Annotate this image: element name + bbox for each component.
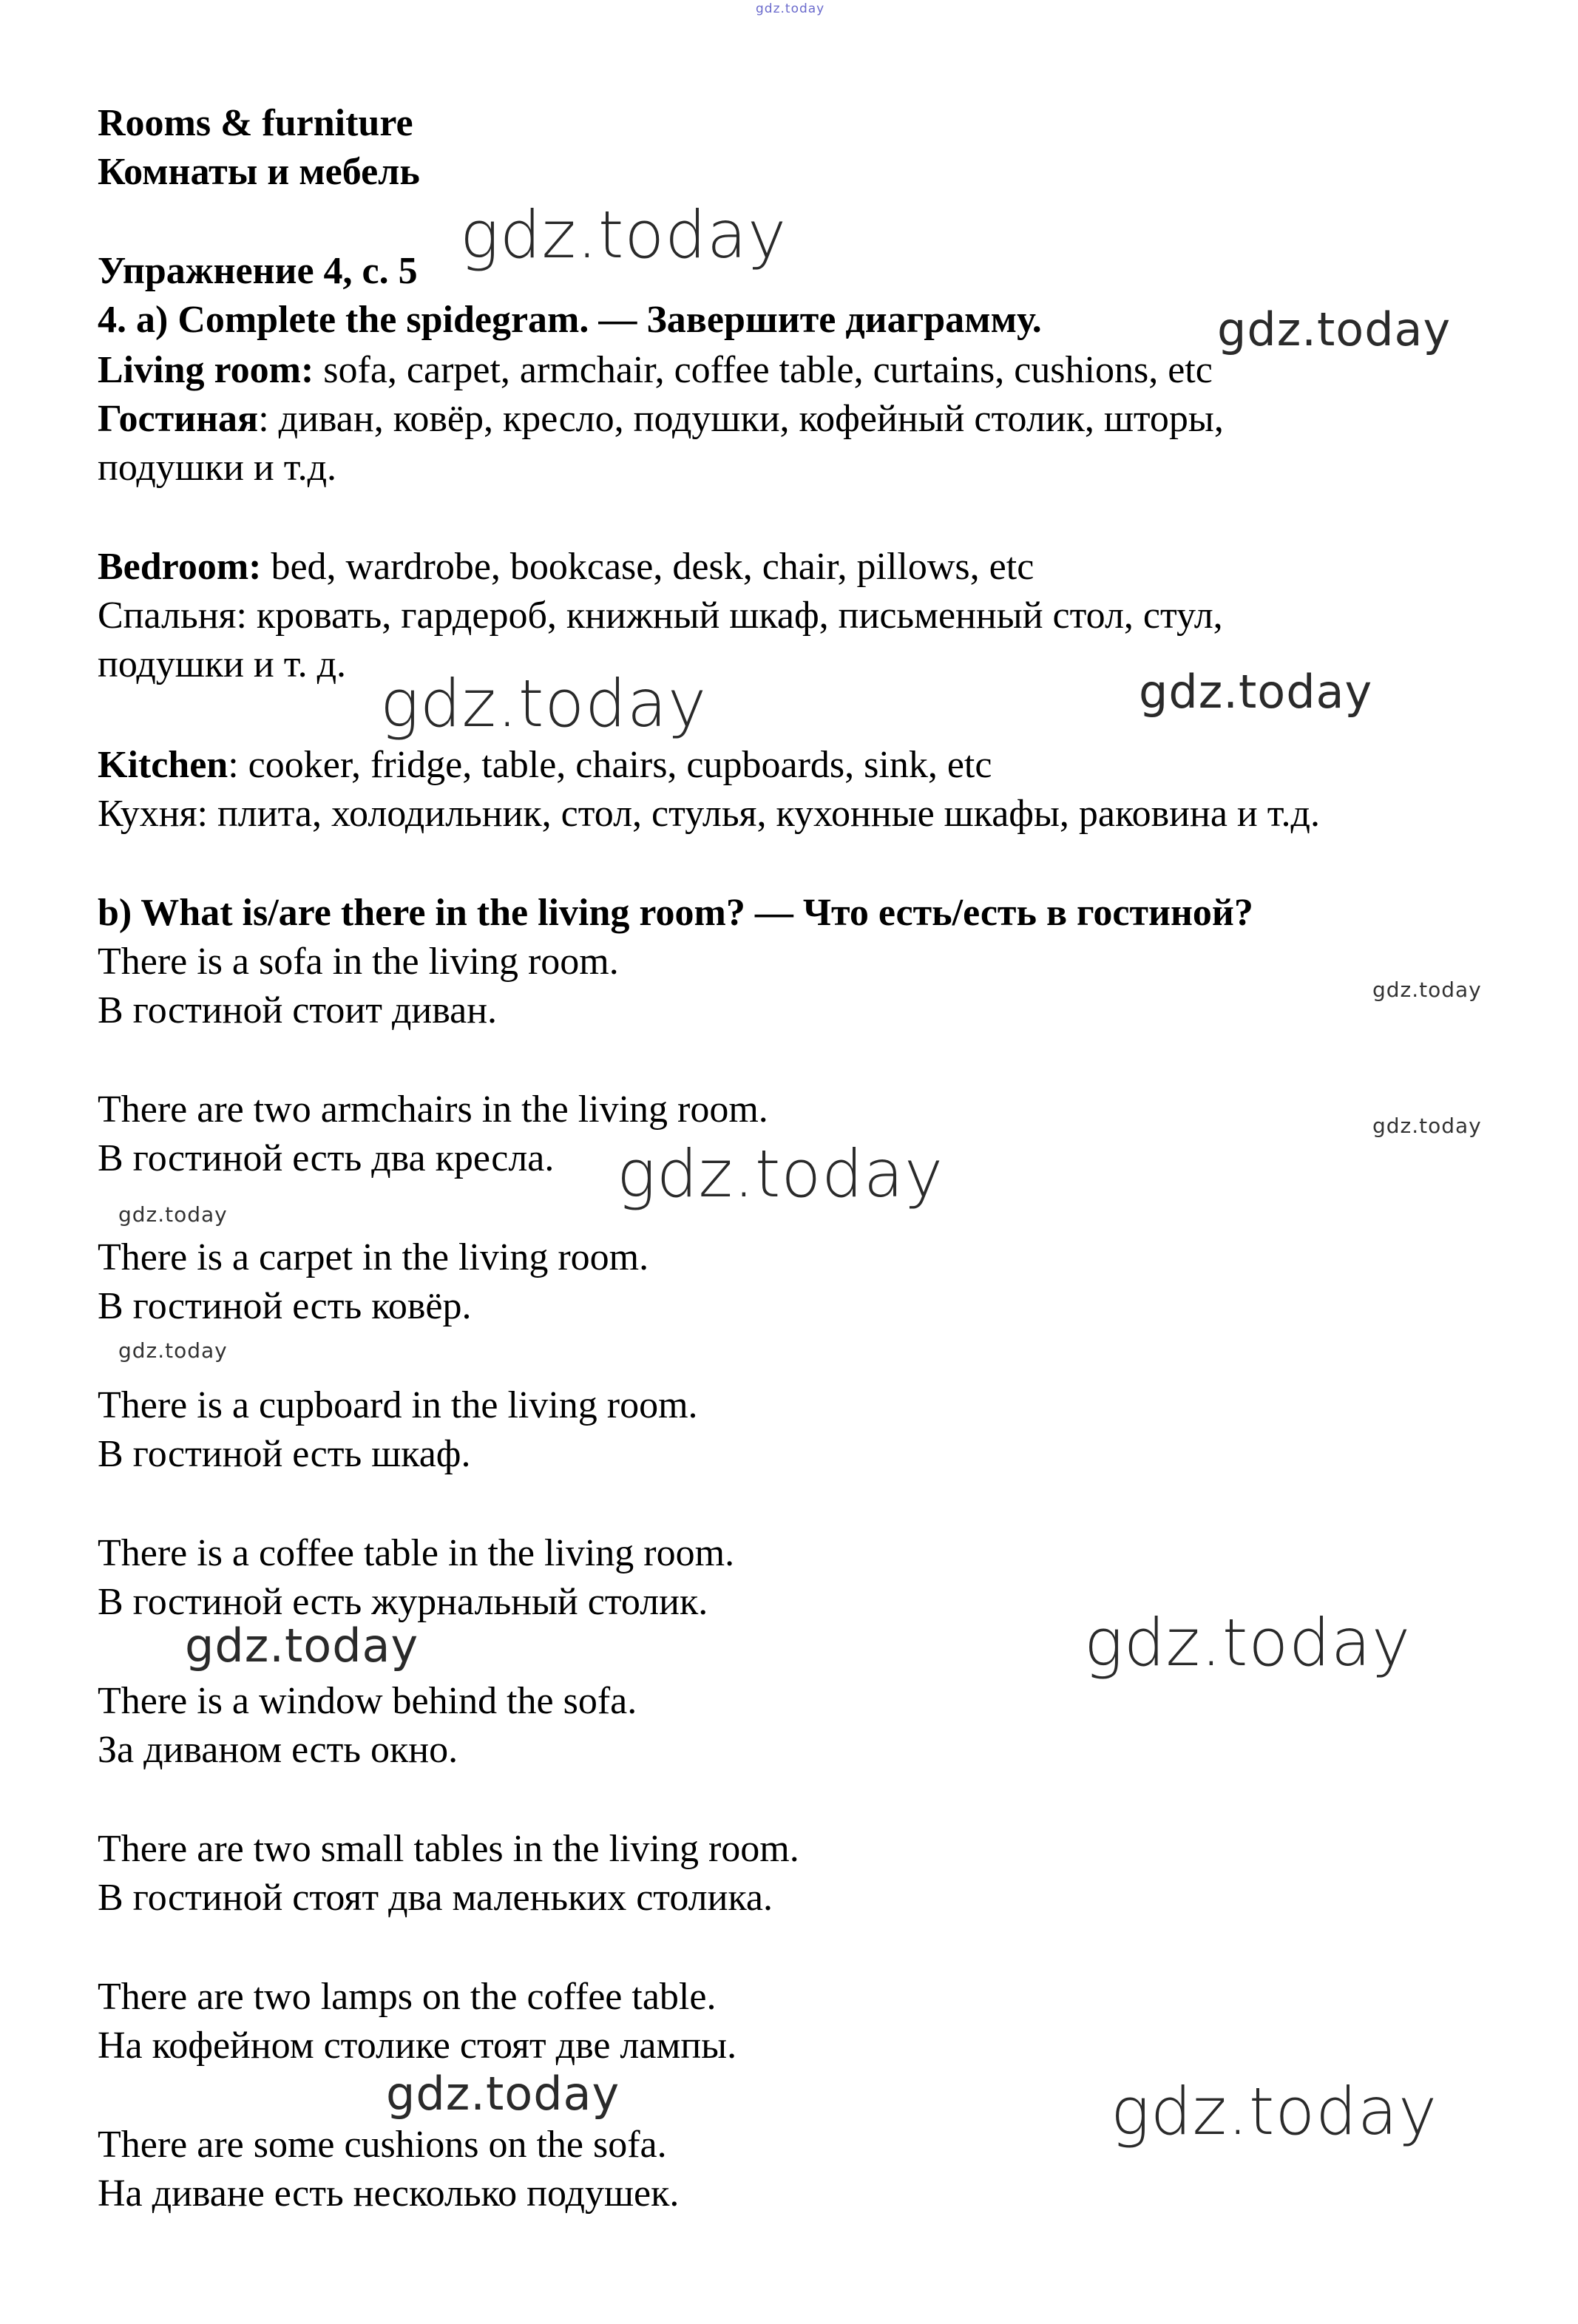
bedroom-en	[98, 543, 1034, 592]
sentence-en: There is a sofa in the living room.	[98, 941, 619, 983]
part-b-instruction: b) What is/are there in the living room? — Что есть/есть в гостиной?	[98, 892, 1253, 934]
kitchen-en	[98, 741, 992, 790]
watermark: gdz.today	[617, 1136, 944, 1212]
title-russian: Комнаты и мебель	[98, 151, 420, 193]
watermark: gdz.today	[185, 1619, 419, 1673]
watermark: gdz.today	[1372, 978, 1482, 1002]
watermark: gdz.today	[1217, 302, 1452, 356]
part-a-instruction: 4. a) Complete the spidegram. — Завершите диаграмму.	[98, 299, 1042, 341]
sentence-ru: В гостиной есть журнальный столик.	[98, 1581, 708, 1623]
living-room-ru-cont: подушки и т.д.	[98, 447, 337, 489]
kitchen-items: : cooker, fridge, table, chairs, cupboards, sink, etc	[228, 744, 992, 786]
sentence-en: There is a coffee table in the living room.	[98, 1532, 735, 1574]
sentence-en: There are two lamps on the coffee table.	[98, 1976, 717, 2018]
sentence-ru: За диваном есть окно.	[98, 1729, 458, 1771]
sentence-ru: В гостиной стоит диван.	[98, 989, 498, 1031]
exercise-reference: Упражнение 4, с. 5	[98, 250, 418, 292]
watermark: gdz.today	[386, 2067, 620, 2121]
sentence-en: There are two armchairs in the living room.	[98, 1088, 768, 1131]
living-room-label-ru: Гостиная	[98, 398, 259, 440]
sentence-en: There are some cushions on the sofa.	[98, 2124, 667, 2166]
sentence-ru: В гостиной есть ковёр.	[98, 1285, 472, 1327]
sentence-ru: В гостиной есть два кресла.	[98, 1137, 555, 1179]
living-room-label: Living room:	[98, 349, 314, 391]
watermark: gdz.today	[1111, 2073, 1438, 2149]
bedroom-ru: Спальня: кровать, гардероб, книжный шкаф, письменный стол, стул,	[98, 594, 1223, 637]
bedroom-items: bed, wardrobe, bookcase, desk, chair, pillows, etc	[261, 546, 1034, 588]
sentence-en: There is a window behind the sofa.	[98, 1680, 637, 1722]
watermark: gdz.today	[118, 1338, 228, 1363]
kitchen-label: Kitchen	[98, 744, 228, 786]
sentence-ru: На кофейном столике стоят две лампы.	[98, 2025, 737, 2067]
watermark: gdz.today	[460, 197, 788, 273]
sentence-ru: В гостиной есть шкаф.	[98, 1433, 471, 1475]
watermark: gdz.today	[380, 665, 708, 742]
bedroom-label: Bedroom:	[98, 546, 262, 588]
sentence-ru: На диване есть несколько подушек.	[98, 2172, 680, 2215]
living-room-items: sofa, carpet, armchair, coffee table, curtains, cushions, etc	[314, 349, 1213, 391]
watermark: gdz.today	[756, 1, 825, 16]
living-room-en	[98, 346, 1213, 395]
sentence-ru: В гостиной стоят два маленьких столика.	[98, 1877, 773, 1919]
title-english: Rooms & furniture	[98, 102, 413, 144]
watermark: gdz.today	[1372, 1114, 1482, 1138]
watermark: gdz.today	[1139, 665, 1373, 719]
bedroom-ru-cont: подушки и т. д.	[98, 643, 347, 685]
watermark: gdz.today	[1084, 1605, 1412, 1681]
sentence-en: There is a cupboard in the living room.	[98, 1384, 698, 1426]
living-room-ru	[98, 395, 1224, 444]
sentence-en: There is a carpet in the living room.	[98, 1236, 649, 1278]
kitchen-ru: Кухня: плита, холодильник, стол, стулья, кухонные шкафы, раковина и т.д.	[98, 793, 1321, 835]
sentence-en: There are two small tables in the living room.	[98, 1828, 799, 1870]
watermark: gdz.today	[118, 1202, 228, 1227]
living-room-items-ru: : диван, ковёр, кресло, подушки, кофейный столик, шторы,	[258, 398, 1224, 440]
